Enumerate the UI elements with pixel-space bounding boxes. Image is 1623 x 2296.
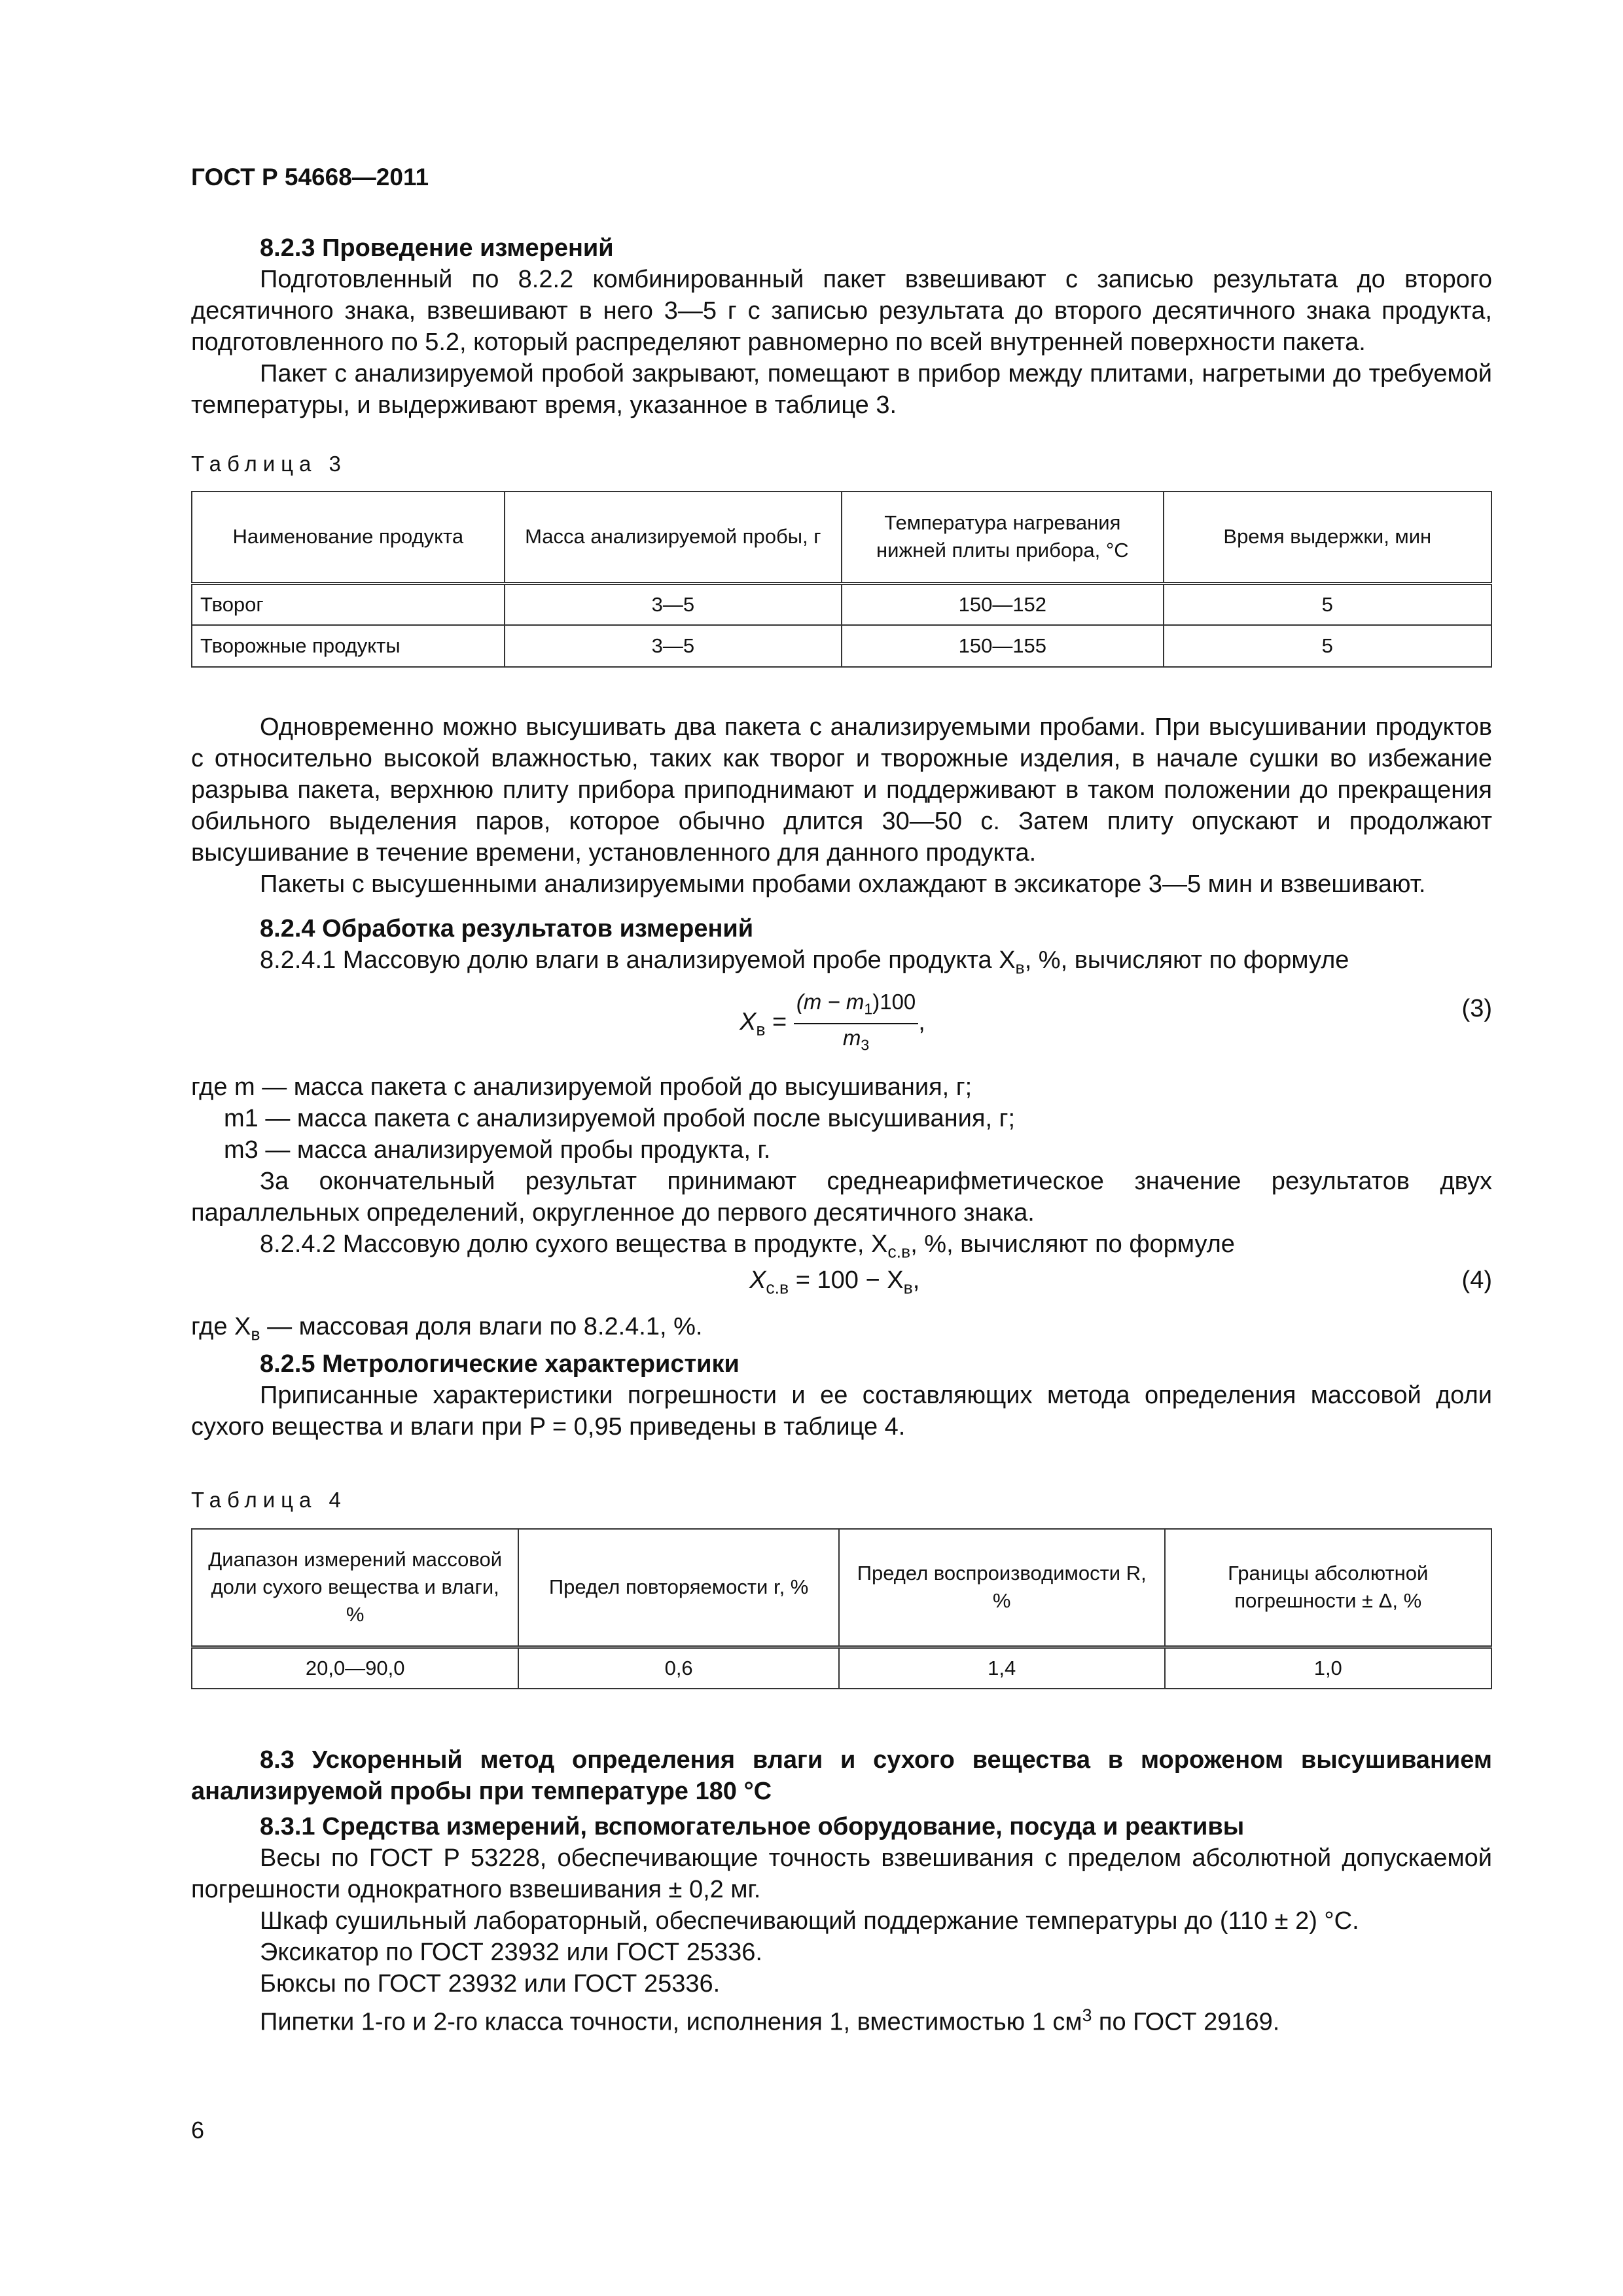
table-cell: 150—155 [842, 625, 1163, 667]
page-number: 6 [191, 2117, 205, 2144]
table-row [192, 583, 1491, 625]
equipment-item: Весы по ГОСТ Р 53228, обеспечивающие точность взвешивания с пределом абсолютной допускаемой погрешности однократного взвешивания ± 0,2 мг. [191, 1844, 1492, 1903]
table-row [192, 625, 1491, 667]
equipment-item: Бюксы по ГОСТ 23932 или ГОСТ 25336. [260, 1970, 721, 1998]
table-cell: Творожные продукты [192, 625, 505, 667]
table-cell: 1,4 [839, 1647, 1165, 1689]
table-cell: Творог [192, 583, 505, 625]
table-cell: 3—5 [505, 625, 842, 667]
table-row [192, 1647, 1491, 1689]
where-line: m1 — масса пакета с анализируемой пробой после высушивания, г; [224, 1105, 1016, 1132]
document-code-header: ГОСТ Р 54668—2011 [191, 164, 429, 190]
table-header-cell: Время выдержки, мин [1164, 492, 1491, 583]
section-8-3 [191, 1744, 1492, 2038]
equipment-item: Шкаф сушильный лабораторный, обеспечивающий поддержание температуры до (110 ± 2) °С. [260, 1907, 1359, 1935]
paragraph-8-2-4-1: 8.2.4.1 Массовую долю влаги в анализируемой пробе продукта $X_в$, %, вычисляют по формуле [260, 946, 1349, 978]
where-line: где $X_в$ — массовая доля влаги по 8.2.4.1, %. [191, 1313, 703, 1344]
table-cell: 5 [1164, 625, 1491, 667]
equipment-item: Эксикатор по ГОСТ 23932 или ГОСТ 25336. [260, 1939, 762, 1966]
where-line: m3 — масса анализируемой пробы продукта, г. [224, 1136, 771, 1164]
section-heading: 8.2.5 Метрологические характеристики [260, 1350, 740, 1378]
section-heading: 8.2.4 Обработка результатов измерений [260, 915, 754, 942]
paragraph: Одновременно можно высушивать два пакета с анализируемыми пробами. При высушивании продуктов с относительно высокой влажностью, таких как творог и творожные изделия, в начале сушки во избежание разрыва пакета, верхнюю плиту прибора приподнимают и поддерживают в таком положении до прекращения обильного выделения паров, которое обычно длится 30—50 с. Затем плиту опускают и продолжают высушивание в течение времени, установленного для данного продукта. [191, 713, 1492, 867]
section-8-2-4 [191, 913, 1492, 984]
table-cell: 3—5 [505, 583, 842, 625]
subsection-heading: 8.3.1 Средства измерений, вспомогательное оборудование, посуда и реактивы [260, 1813, 1245, 1840]
drying-paragraphs [191, 711, 1492, 900]
formula-number: (4) [1461, 1266, 1492, 1294]
table-caption: Таблица 4 [191, 1488, 347, 1512]
table-cell: 0,6 [518, 1647, 839, 1689]
table-header-cell: Границы абсолютной погрешности ± Δ, % [1165, 1529, 1491, 1647]
paragraph: За окончательный результат принимают среднеарифметическое значение результатов двух параллельных определений, округленное до первого десятичного знака. [191, 1168, 1492, 1227]
paragraph-8-2-4-2: 8.2.4.2 Массовую долю сухого вещества в продукте, $X_{с.в}$, %, вычисляют по формуле [260, 1230, 1235, 1262]
section-8-2-5 [191, 1348, 1492, 1443]
formula-4: $X_{с.в} = 100 - X_в$, [749, 1266, 920, 1298]
formula-4-explanation [191, 1311, 1492, 1350]
table-header-cell: Масса анализируемой пробы, г [505, 492, 842, 583]
formula-3-explanation [191, 1071, 1492, 1268]
table-header-cell: Температура нагревания нижней плиты прибора, °С [842, 492, 1163, 583]
table-cell: 20,0—90,0 [192, 1647, 518, 1689]
table-4 [191, 1528, 1492, 1689]
table-cell: 150—152 [842, 583, 1163, 625]
formula-3: $X_в$ = $\frac{(m - m_1)100}{m_3}$ , [740, 988, 925, 1058]
paragraph: Пакеты с высушенными анализируемыми пробами охлаждают в эксикаторе 3—5 мин и взвешивают. [260, 870, 1426, 898]
table-header-cell: Диапазон измерений массовой доли сухого вещества и влаги, % [192, 1529, 518, 1647]
table-3 [191, 491, 1492, 668]
section-heading: 8.2.3 Проведение измерений [260, 234, 614, 262]
where-line: где m — масса пакета с анализируемой пробой до высушивания, г; [191, 1073, 972, 1101]
paragraph: Пакет с анализируемой пробой закрывают, помещают в прибор между плитами, нагретыми до требуемой температуры, и выдерживают время, указанное в таблице 3. [191, 360, 1492, 419]
section-heading: 8.3 Ускоренный метод определения влаги и сухого вещества в мороженом высушиванием анализируемой пробы при температуре 180 °С [191, 1746, 1492, 1805]
equipment-item: Пипетки 1-го и 2-го класса точности, исполнения 1, вместимостью 1 $см^3$ по ГОСТ 29169. [260, 2005, 1280, 2036]
table-cell: 1,0 [1165, 1647, 1491, 1689]
table-caption: Таблица 3 [191, 452, 347, 476]
paragraph: Подготовленный по 8.2.2 комбинированный пакет взвешивают с записью результата до второго десятичного знака, взвешивают в него 3—5 г с записью результата до второго десятичного знака продукта, подготовленного по 5.2, который распределяют равномерно по всей внутренней поверхности пакета. [191, 266, 1492, 356]
table-header-cell: Предел повторяемости r, % [518, 1529, 839, 1647]
section-8-2-3 [191, 232, 1492, 421]
formula-number: (3) [1461, 995, 1492, 1022]
table-header-cell: Предел воспроизводимости R, % [839, 1529, 1165, 1647]
paragraph: Приписанные характеристики погрешности и ее составляющих метода определения массовой доли сухого вещества и влаги при P = 0,95 приведены в таблице 4. [191, 1382, 1492, 1441]
table-cell: 5 [1164, 583, 1491, 625]
table-header-cell: Наименование продукта [192, 492, 505, 583]
formula-fraction: $\frac{(m - m_1)100}{m_3}$ [794, 988, 918, 1058]
